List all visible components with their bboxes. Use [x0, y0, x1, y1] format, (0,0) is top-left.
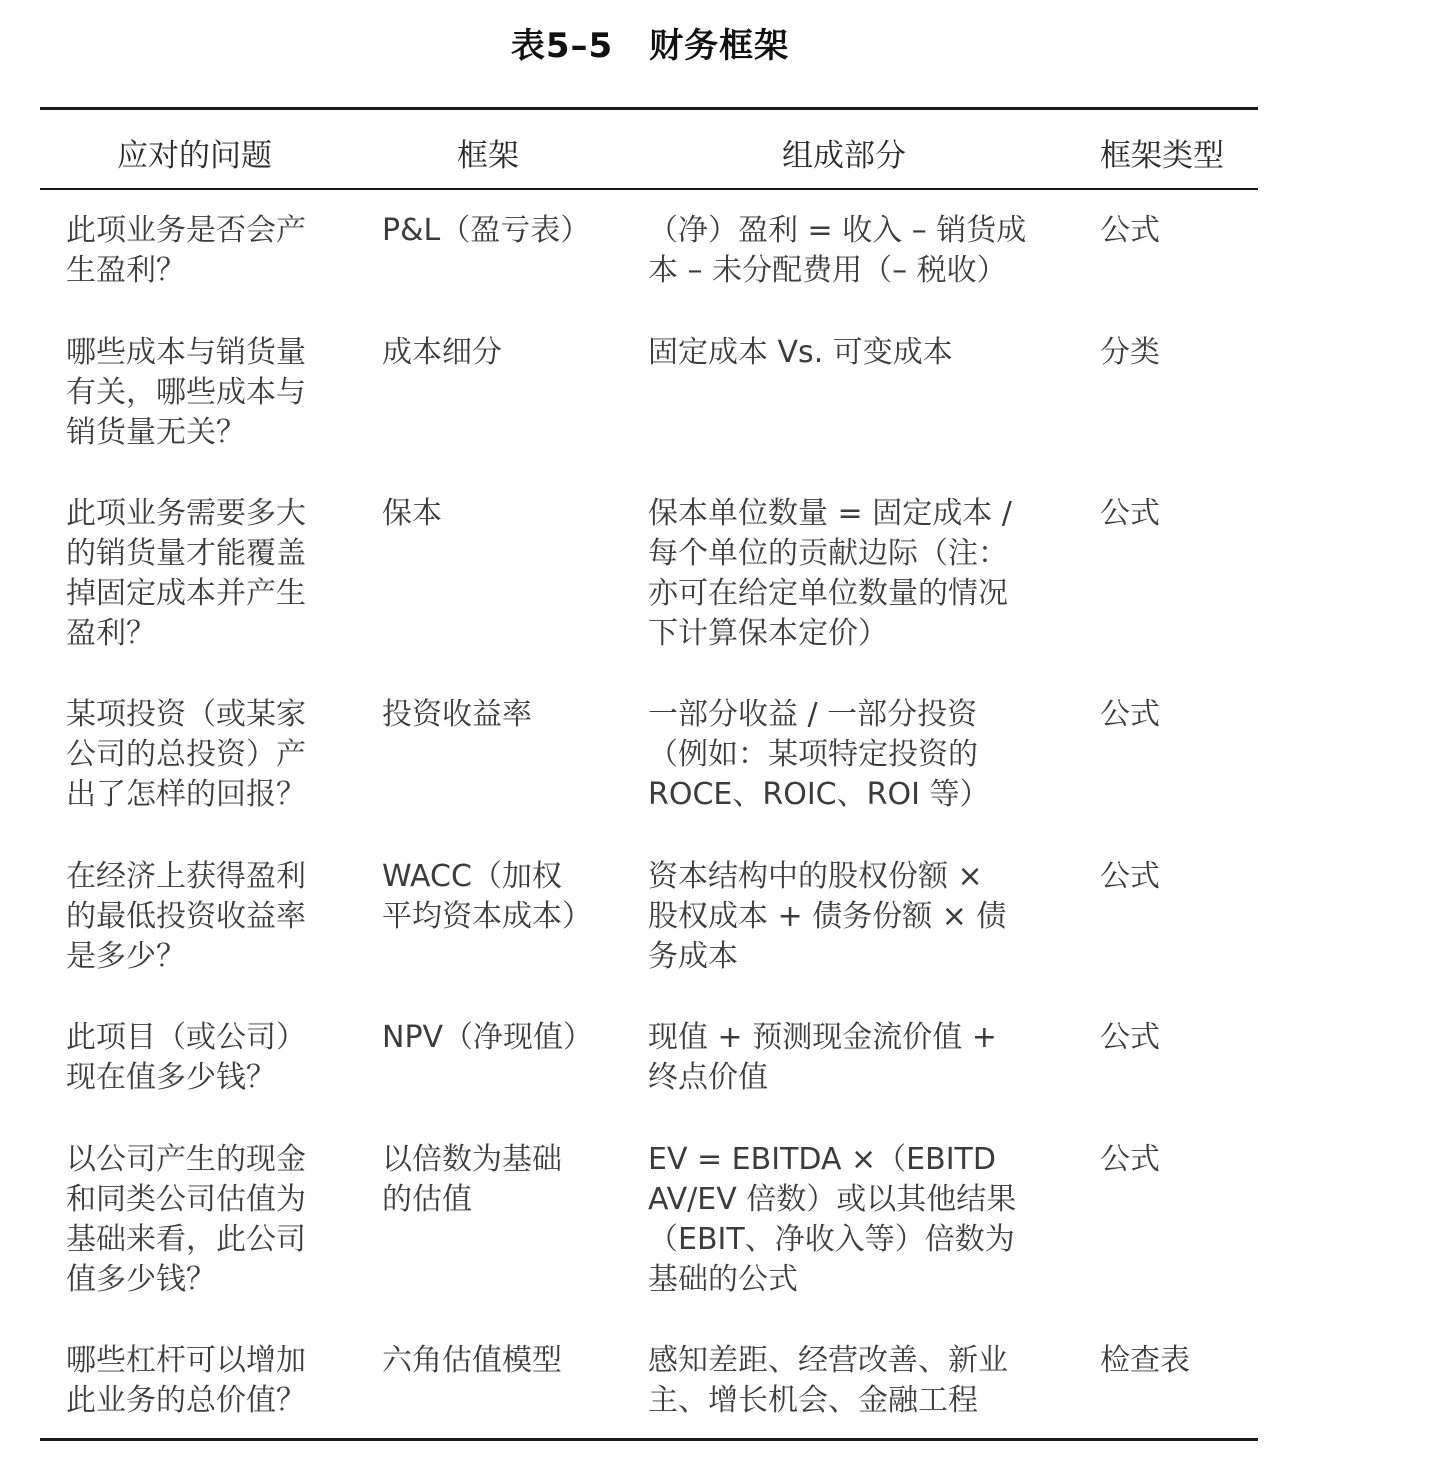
row-5-components: 资本结构中的股权份额 × 股权成本 + 债务份额 × 债 务成本	[648, 859, 1007, 974]
row-5-question: 在经济上获得盈利 的最低投资收益率 是多少？	[66, 859, 306, 974]
row-7-type: 公式	[1100, 1142, 1160, 1177]
header-components: 组成部分	[782, 138, 906, 174]
header-question: 应对的问题	[117, 138, 272, 174]
row-1-framework: P&L（盈亏表）	[382, 213, 591, 248]
row-1-question: 此项业务是否会产 生盈利？	[66, 213, 306, 288]
row-3-components: 保本单位数量 = 固定成本 / 每个单位的贡献边际（注： 亦可在给定单位数量的情况 下计算保本定价）	[648, 496, 1012, 651]
row-8-components: 感知差距、经营改善、新业 主、增长机会、金融工程	[648, 1343, 1008, 1418]
top-rule	[40, 107, 1258, 110]
row-4-framework: 投资收益率	[382, 697, 532, 732]
row-8-type: 检查表	[1100, 1343, 1190, 1378]
table-caption	[0, 18, 1300, 67]
table-number: 表5–5	[510, 26, 614, 66]
row-2-type: 分类	[1100, 335, 1160, 370]
row-2-question: 哪些成本与销货量 有关，哪些成本与 销货量无关？	[66, 335, 306, 450]
row-1-type: 公式	[1100, 213, 1160, 248]
row-5-framework: WACC（加权 平均资本成本）	[382, 859, 592, 934]
header-framework: 框架	[457, 138, 519, 174]
row-6-framework: NPV（净现值）	[382, 1020, 594, 1055]
row-4-question: 某项投资（或某家 公司的总投资）产 出了怎样的回报？	[66, 697, 306, 812]
header-type: 框架类型	[1100, 138, 1224, 174]
row-6-question: 此项目（或公司） 现在值多少钱？	[66, 1020, 306, 1095]
row-7-question: 以公司产生的现金 和同类公司估值为 基础来看，此公司 值多少钱？	[66, 1142, 306, 1297]
row-5-type: 公式	[1100, 859, 1160, 894]
row-1-components: （净）盈利 = 收入 – 销货成 本 – 未分配费用（– 税收）	[648, 213, 1027, 288]
row-3-framework: 保本	[382, 496, 442, 531]
row-4-components: 一部分收益 / 一部分投资 （例如：某项特定投资的 ROCE、ROIC、ROI 等）	[648, 697, 990, 812]
row-3-question: 此项业务需要多大 的销货量才能覆盖 掉固定成本并产生 盈利？	[66, 496, 306, 651]
header-rule	[40, 188, 1258, 190]
row-2-components: 固定成本 Vs. 可变成本	[648, 335, 953, 370]
row-4-type: 公式	[1100, 697, 1160, 732]
bottom-rule	[40, 1438, 1258, 1441]
row-6-type: 公式	[1100, 1020, 1160, 1055]
row-8-framework: 六角估值模型	[382, 1343, 562, 1378]
row-7-components: EV = EBITDA ×（EBITD AV/EV 倍数）或以其他结果 （EBIT、净收入等）倍数为 基础的公式	[648, 1142, 1017, 1297]
row-7-framework: 以倍数为基础 的估值	[382, 1142, 562, 1217]
row-6-components: 现值 + 预测现金流价值 + 终点价值	[648, 1020, 997, 1095]
row-2-framework: 成本细分	[382, 335, 502, 370]
row-8-question: 哪些杠杆可以增加 此业务的总价值？	[66, 1343, 306, 1418]
table-title: 财务框架	[649, 26, 790, 66]
row-3-type: 公式	[1100, 496, 1160, 531]
